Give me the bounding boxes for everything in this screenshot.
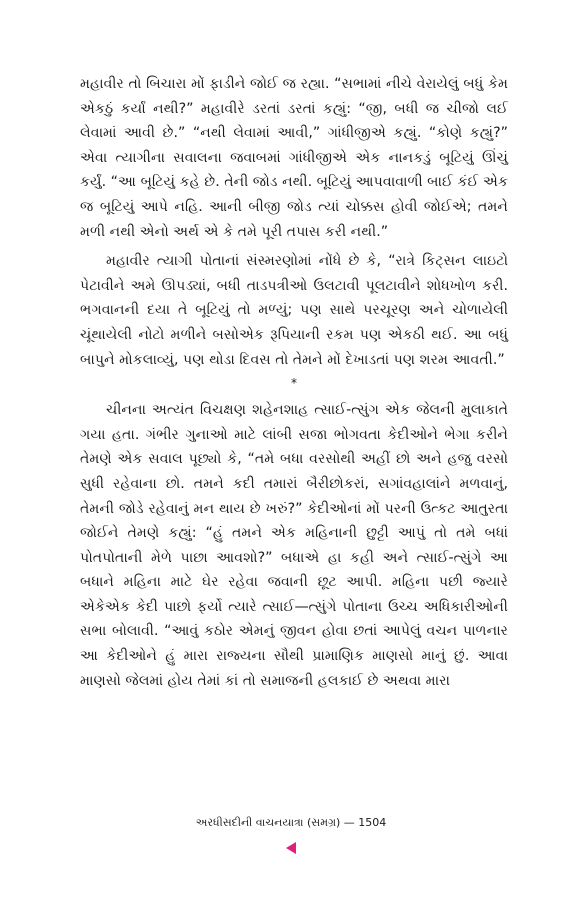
- previous-page-icon[interactable]: [286, 842, 296, 854]
- page-footer: અરધીસદીની વાચનયાત્રા (સમગ્ર) — 1504: [195, 816, 387, 829]
- section-divider: *: [291, 376, 297, 391]
- page-body: [80, 72, 508, 693]
- paragraph-2: મહાવીર ત્યાગી પોતાનાં સંસ્મરણોમાં નોંધે છે કે, “રાત્રે કિટ્સન લાઇટો પેટાવીને અમે ઊપડ્યાં, બધી તાડપત્રીઓ ઉલટાવી પૂલટાવીને શોધખોળ કરી. ભગવાનની દયા તે બૂટિયું તો મળ્યું; પણ સાથે પરચૂરણ અને ચોળાયેલી ચૂંથાયેલી નોટો મળીને બસોએક રૂપિયાની રકમ પણ એકઠી થઈ. આ બધું બાપુને મોકલાવ્યું, પણ થોડા દિવસ તો તેમને મોં દેખાડતાં પણ શરમ આવતી.”: [80, 253, 508, 368]
- paragraph-3: ચીનના અત્યંત વિચક્ષણ શહેનશાહ ત્સાઈ-ત્સુંગ એક જેલની મુલાકાતે ગયા હતા. ગંભીર ગુનાઓ માટે લાંબી સજા ભોગવતા કેદીઓને ભેગા કરીને તેમણે એક સવાલ પૂછ્યો કે, “તમે બધા વરસોથી અહીં છો અને હજુ વરસો સુધી રહેવાના છો. તમને કદી તમારાં બૈરીછોકરાં, સગાંવહાલાંને મળવાનું, તેમની જોડે રહેવાનું મન થાય છે ખરું?” કેદીઓનાં મોં પરની ઉત્કટ આતુરતા જોઈને તેમણે કહ્યું: “હું તમને એક મહિનાની છુટ્ટી આપું તો તમે બધાં પોતપોતાની મેળે પાછા આવશો?” બધાએ હા કહી અને ત્સાઈ-ત્સુંગે આ બધાને મહિના માટે ઘેર રહેવા જવાની છૂટ આપી. મહિના પછી જ્યારે એકેએક કેદી પાછો ફર્યો ત્યારે ત્સાઈ—ત્સુંગે પોતાના ઉચ્ચ અધિકારીઓની સભા બોલાવી. “આવું કઠોર એમનું જીવન હોવા છતાં આપેલું વચન પાળનાર આ કેદીઓને હું મારા રાજ્યના સૌથી પ્રામાણિક માણસો માનું છું. આવા માણસો જેલમાં હોય તેમાં કાં તો સમાજની હલકાઈ છે અથવા મારા: [80, 402, 508, 689]
- paragraph-1: મહાવીર તો બિચારા મોં ફાડીને જોઈ જ રહ્યા. “સભામાં નીચે વેરાયેલું બધું કેમ એકઠું કર્યાં નથી?” મહાવીરે ડરતાં ડરતાં કહ્યું: “જી, બધી જ ચીજો લઈ લેવામાં આવી છે.” “નથી લેવામાં આવી,” ગાંધીજીએ કહ્યું. “કોણે કહ્યું?” એવા ત્યાગીના સવાલના જવાબમાં ગાંધીજીએ એક નાનકડું બૂટિયું ઊંચું કર્યું. “આ બૂટિયું કહે છે. તેની જોડ નથી. બૂટિયું આપવાવાળી બાઈ કંઈ એક જ બૂટિયું આપે નહિ. આની બીજી જોડ ત્યાં ચોક્કસ હોવી જોઈએ; તમને મળી નથી એનો અર્થ એ કે તમે પૂરી તપાસ કરી નથી.”: [80, 76, 508, 240]
